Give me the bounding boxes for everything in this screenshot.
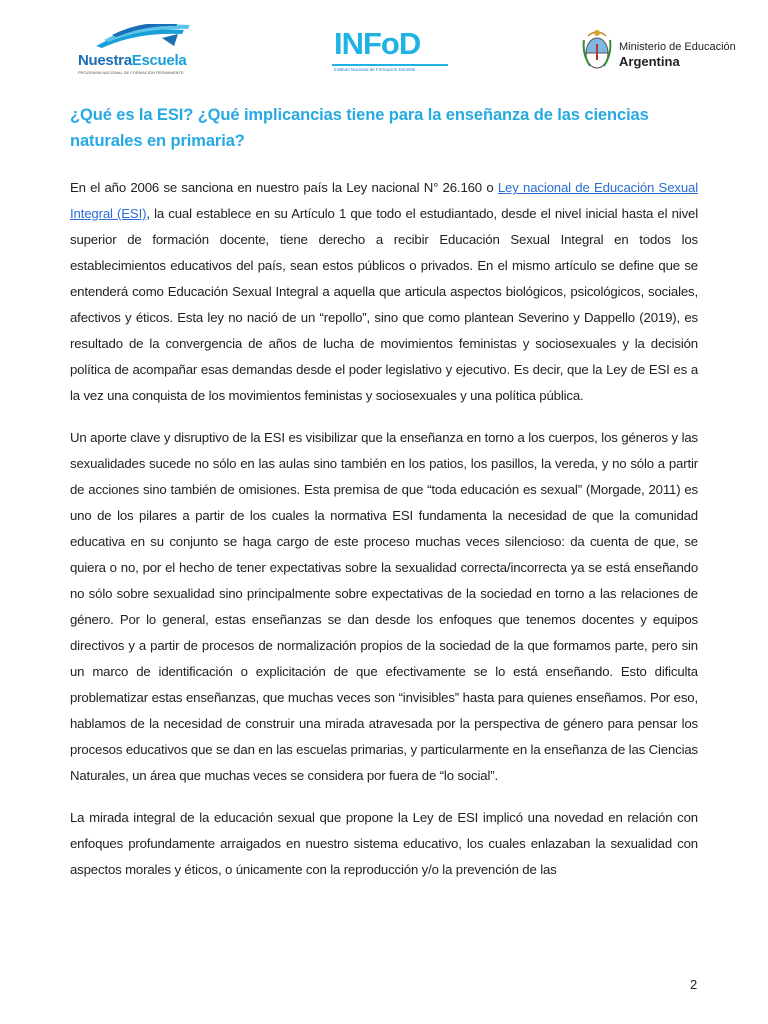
coat-of-arms-icon	[582, 26, 612, 72]
page-header	[0, 22, 768, 82]
paragraph-1-body: , la cual establece en su Artículo 1 que todo el estudiantado, desde el nivel inicial hasta el nivel superior de formación docente, tiene derecho a recibir Educación Sexual Integral en todos los establecimientos educativos del país, sean estos públicos o privados. En el mismo artículo se define que se entenderá como Educación Sexual Integral a aquella que articula aspectos biológicos, psicológicos, sociales, afectivos y éticos. Esta ley no nació de un “repollo”, sino que como plantean Severino y Dappello (2019), es resultado de la convergencia de años de lucha de movimientos feministas y sociosexuales y la decisión política de acompañar esas demandas desde el poder legislativo y ejecutivo. Es decir, que la Ley de ESI es a la vez una conquista de los movimientos feministas y sociosexuales y una política pública.	[70, 206, 698, 403]
paragraph-2: Un aporte clave y disruptivo de la ESI es visibilizar que la enseñanza en torno a los cuerpos, los géneros y las sexualidades sucede no sólo en las aulas sino también en los patios, los pasillos, la vereda, y no sólo a partir de acciones sino también de omisiones. Esta premisa de que “toda educación es sexual” (Morgade, 2011) es uno de los pilares a partir de los cuales la normativa ESI fundamenta la necesidad de que la comunidad educativa en su conjunto se haga cargo de este proceso muchas veces silencioso: da cuenta de que, se quiera o no, por el hecho de tener expectativas sobre la sexualidad correcta/incorrecta ya se está enseñando no sólo sobre sexualidad sino principalmente sobre expectativas de la sociedad en torno a las relaciones de género. Por lo general, estas enseñanzas se dan desde los enfoques que tenemos docentes y equipos directivos y a partir de procesos de normalización propios de la sociedad de la que formamos parte, pero sin un marco de identificación o explicitación de que efectivamente se lo está enseñando. Esto dificulta problematizar estas enseñanzas, que muchas veces son “invisibles” hasta para quienes enseñamos. Por eso, hablamos de la necesidad de construir una mirada atravesada por la perspectiva de género para pensar los procesos educativos que se dan en las escuelas primarias, y particularmente en la enseñanza de las Ciencias Naturales, un área que muchas veces se considera por fuera de “lo social”.	[70, 430, 698, 783]
paragraph-1	[70, 175, 698, 409]
ministerio-country: Argentina	[619, 54, 680, 69]
nuestra-escuela-logo	[78, 24, 198, 76]
ministerio-logo	[582, 26, 736, 76]
ministerio-name: Ministerio de Educación	[619, 41, 736, 53]
ley-esi-link[interactable]: Ley nacional de Educación Sexual Integral (ESI)	[70, 180, 698, 221]
infod-underline	[332, 64, 448, 66]
nuestra-escuela-title: NuestraEscuela	[78, 52, 187, 69]
waves-icon	[92, 24, 192, 50]
section-heading: ¿Qué es la ESI? ¿Qué implicancias tiene para la enseñanza de las ciencias naturales en primaria?	[70, 106, 649, 150]
document-body	[70, 102, 698, 899]
paragraph-3: La mirada integral de la educación sexual que propone la Ley de ESI implicó una novedad en relación con enfoques profundamente arraigados en nuestro sistema educativo, los cuales enlazaban la sexualidad con aspectos morales y éticos, o únicamente con la reproducción y/o la prevención de las	[70, 810, 698, 877]
nuestra-escuela-subtitle: PROGRAMA NACIONAL DE FORMACIÓN PERMANENTE	[78, 70, 184, 75]
paragraph-1-intro: En el año 2006 se sanciona en nuestro país la Ley nacional N° 26.160 o	[70, 180, 498, 195]
infod-logo	[328, 28, 450, 74]
page-number: 2	[690, 977, 698, 992]
infod-title: INFoD	[334, 26, 421, 61]
infod-subtitle: Instituto Nacional de Formación Docente	[334, 67, 416, 72]
